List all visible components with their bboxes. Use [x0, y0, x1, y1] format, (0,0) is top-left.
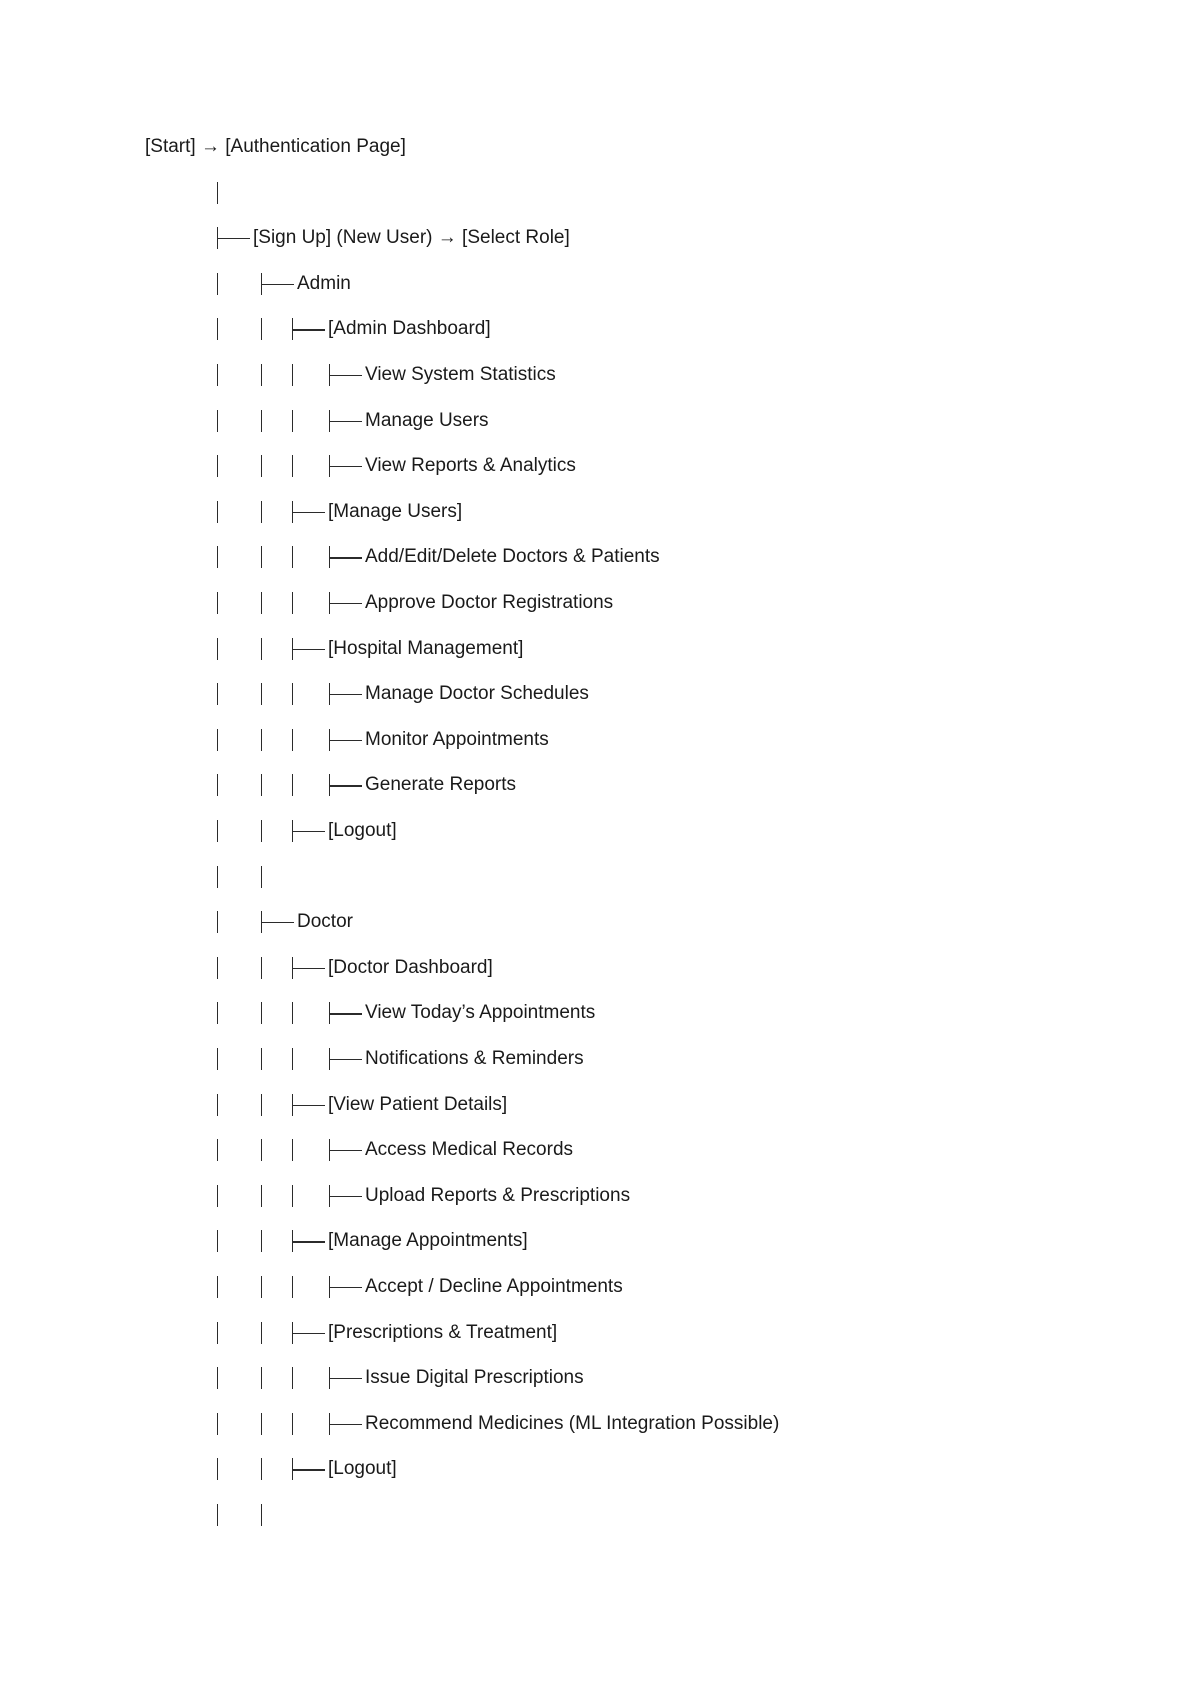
tree-line	[0, 998, 1200, 1028]
tree-connector-vertical	[217, 1002, 218, 1024]
tree-line	[0, 542, 1200, 572]
tree-node-label: Issue Digital Prescriptions	[365, 1367, 584, 1389]
tree-connector-vertical	[217, 1413, 218, 1435]
tree-line	[0, 497, 1200, 527]
tree-node-label: [Doctor Dashboard]	[328, 956, 493, 978]
tree-connector-vertical	[261, 1185, 262, 1207]
tree-connector-branch	[292, 1458, 328, 1480]
tree-connector-branch	[329, 364, 365, 386]
tree-connector-vertical	[217, 1094, 218, 1116]
tree-connector-vertical	[292, 1139, 293, 1161]
tree-line	[0, 269, 1200, 299]
tree-connector-vertical	[217, 774, 218, 796]
tree-connector-vertical	[217, 455, 218, 477]
tree-connector-vertical	[292, 1185, 293, 1207]
tree-connector-branch	[329, 455, 365, 477]
tree-connector-vertical	[292, 1002, 293, 1024]
tree-connector-vertical	[261, 820, 262, 842]
tree-connector-vertical	[292, 1367, 293, 1389]
tree-node-label: Approve Doctor Registrations	[365, 592, 614, 613]
tree-connector-branch	[261, 911, 297, 933]
tree-connector-vertical	[217, 866, 218, 888]
tree-line	[0, 1226, 1200, 1256]
tree-connector-vertical	[261, 1276, 262, 1298]
tree-connector-vertical	[217, 911, 218, 933]
tree-connector-branch	[329, 1139, 365, 1161]
tree-node-label: Manage Doctor Schedules	[365, 683, 589, 705]
tree-line	[0, 1272, 1200, 1302]
tree-node-label: Access Medical Records	[365, 1139, 574, 1161]
tree-connector-branch	[292, 638, 328, 660]
tree-connector-vertical	[261, 592, 262, 614]
tree-connector-branch	[329, 683, 365, 705]
tree-connector-vertical	[261, 1367, 262, 1389]
tree-line	[0, 406, 1200, 436]
tree-connector-vertical	[217, 546, 218, 568]
tree-line	[0, 1454, 1200, 1484]
tree-line	[0, 223, 1200, 253]
tree-node-label: [Admin Dashboard]	[328, 318, 491, 340]
tree-connector-branch	[292, 318, 328, 340]
tree-connector-vertical	[261, 1048, 262, 1070]
tree-node-label: [Logout]	[328, 820, 397, 841]
tree-connector-branch	[292, 1322, 328, 1344]
tree-line	[0, 725, 1200, 755]
tree-line	[0, 816, 1200, 846]
tree-connector-branch	[329, 410, 365, 432]
tree-connector-vertical	[292, 1413, 293, 1435]
tree-line	[0, 1044, 1200, 1074]
tree-connector-vertical	[261, 1230, 262, 1252]
tree-connector-vertical	[217, 1230, 218, 1252]
tree-connector-branch	[329, 1048, 365, 1070]
tree-connector-branch	[329, 592, 365, 614]
tree-node-label: [Manage Users]	[328, 500, 463, 522]
tree-node-label: Admin	[297, 272, 351, 294]
tree-node-label: Doctor	[297, 911, 353, 933]
tree-connector-vertical	[261, 957, 262, 979]
tree-connector-vertical	[261, 410, 262, 432]
tree-connector-vertical	[217, 729, 218, 751]
tree-node-label: [View Patient Details]	[328, 1093, 508, 1115]
tree-connector-vertical	[217, 1322, 218, 1344]
tree-connector-vertical	[261, 1504, 262, 1526]
tree-line	[0, 1090, 1200, 1120]
tree-line	[0, 451, 1200, 481]
tree-connector-vertical	[292, 455, 293, 477]
tree-connector-vertical	[217, 1139, 218, 1161]
tree-connector-branch	[329, 729, 365, 751]
tree-connector-branch	[292, 1094, 328, 1116]
tree-node-label: View Today’s Appointments	[365, 1002, 596, 1024]
tree-connector-vertical	[292, 364, 293, 386]
tree-connector-branch	[261, 273, 297, 295]
tree-connector-vertical	[217, 592, 218, 614]
tree-node-label: Upload Reports & Prescriptions	[365, 1184, 631, 1206]
tree-line	[0, 770, 1200, 800]
tree-connector-vertical	[217, 683, 218, 705]
tree-connector-vertical	[217, 182, 218, 204]
tree-connector-vertical	[261, 546, 262, 568]
tree-node-label: Manage Users	[365, 409, 489, 431]
tree-line	[0, 1409, 1200, 1439]
tree-connector-branch	[329, 1002, 365, 1024]
tree-connector-branch	[217, 227, 253, 249]
tree-connector-vertical	[261, 683, 262, 705]
tree-connector-vertical	[261, 364, 262, 386]
tree-node-label: Accept / Decline Appointments	[365, 1276, 623, 1297]
tree-connector-vertical	[261, 501, 262, 523]
tree-node-label: View Reports & Analytics	[365, 455, 576, 477]
tree-line	[0, 132, 1200, 162]
tree-connector-vertical	[261, 638, 262, 660]
tree-connector-vertical	[261, 866, 262, 888]
tree-connector-vertical	[217, 957, 218, 979]
tree-line	[0, 314, 1200, 344]
tree-connector-vertical	[217, 1458, 218, 1480]
tree-connector-branch	[329, 1413, 365, 1435]
tree-line	[0, 907, 1200, 937]
tree-connector-vertical	[261, 455, 262, 477]
tree-node-label: Monitor Appointments	[365, 728, 549, 750]
tree-connector-vertical	[261, 1139, 262, 1161]
tree-connector-vertical	[217, 364, 218, 386]
tree-connector-vertical	[217, 1185, 218, 1207]
tree-connector-vertical	[261, 1094, 262, 1116]
tree-connector-vertical	[292, 683, 293, 705]
tree-line	[0, 1181, 1200, 1211]
tree-connector-vertical	[217, 638, 218, 660]
tree-line	[0, 1135, 1200, 1165]
tree-node-label: [Prescriptions & Treatment]	[328, 1321, 558, 1343]
tree-line	[0, 953, 1200, 983]
tree-connector-vertical	[217, 410, 218, 432]
tree-connector-vertical	[217, 501, 218, 523]
tree-line	[0, 1500, 1200, 1530]
tree-connector-vertical	[292, 410, 293, 432]
tree-connector-vertical	[292, 546, 293, 568]
tree-connector-vertical	[261, 729, 262, 751]
tree-node-label: Recommend Medicines (ML Integration Possible)	[365, 1412, 780, 1434]
tree-line	[0, 1318, 1200, 1348]
tree-connector-branch	[329, 1367, 365, 1389]
tree-line	[0, 360, 1200, 390]
tree-node-label: View System Statistics	[365, 364, 556, 385]
tree-connector-branch	[292, 957, 328, 979]
tree-connector-branch	[329, 774, 365, 796]
tree-node-label: Notifications & Reminders	[365, 1048, 584, 1069]
tree-connector-branch	[292, 820, 328, 842]
tree-connector-vertical	[292, 774, 293, 796]
tree-line	[0, 679, 1200, 709]
tree-connector-vertical	[217, 1504, 218, 1526]
tree-connector-vertical	[292, 1276, 293, 1298]
tree-connector-branch	[292, 1230, 328, 1252]
tree-line	[0, 588, 1200, 618]
tree-connector-vertical	[217, 1276, 218, 1298]
tree-connector-vertical	[292, 729, 293, 751]
tree-connector-vertical	[217, 820, 218, 842]
tree-connector-vertical	[261, 318, 262, 340]
tree-node-label: [Manage Appointments]	[328, 1230, 528, 1252]
tree-node-label: [Hospital Management]	[328, 637, 524, 659]
tree-connector-vertical	[261, 1002, 262, 1024]
tree-connector-vertical	[261, 774, 262, 796]
tree-connector-vertical	[217, 1048, 218, 1070]
tree-connector-vertical	[217, 1367, 218, 1389]
tree-connector-vertical	[261, 1322, 262, 1344]
tree-connector-branch	[329, 1185, 365, 1207]
tree-connector-vertical	[292, 1048, 293, 1070]
tree-line	[0, 1363, 1200, 1393]
tree-line	[0, 178, 1200, 208]
tree-line	[0, 634, 1200, 664]
tree-connector-vertical	[292, 592, 293, 614]
tree-connector-branch	[292, 501, 328, 523]
tree-node-label: [Start] → [Authentication Page]	[145, 136, 406, 157]
tree-connector-vertical	[217, 273, 218, 295]
tree-node-label: Add/Edit/Delete Doctors & Patients	[365, 546, 660, 568]
tree-line	[0, 862, 1200, 892]
tree-connector-branch	[329, 1276, 365, 1298]
tree-connector-branch	[329, 546, 365, 568]
tree-connector-vertical	[261, 1458, 262, 1480]
tree-connector-vertical	[261, 1413, 262, 1435]
tree-node-label: [Sign Up] (New User) → [Select Role]	[253, 227, 570, 249]
tree-node-label: Generate Reports	[365, 774, 517, 796]
tree-node-label: [Logout]	[328, 1458, 397, 1480]
tree-connector-vertical	[217, 318, 218, 340]
